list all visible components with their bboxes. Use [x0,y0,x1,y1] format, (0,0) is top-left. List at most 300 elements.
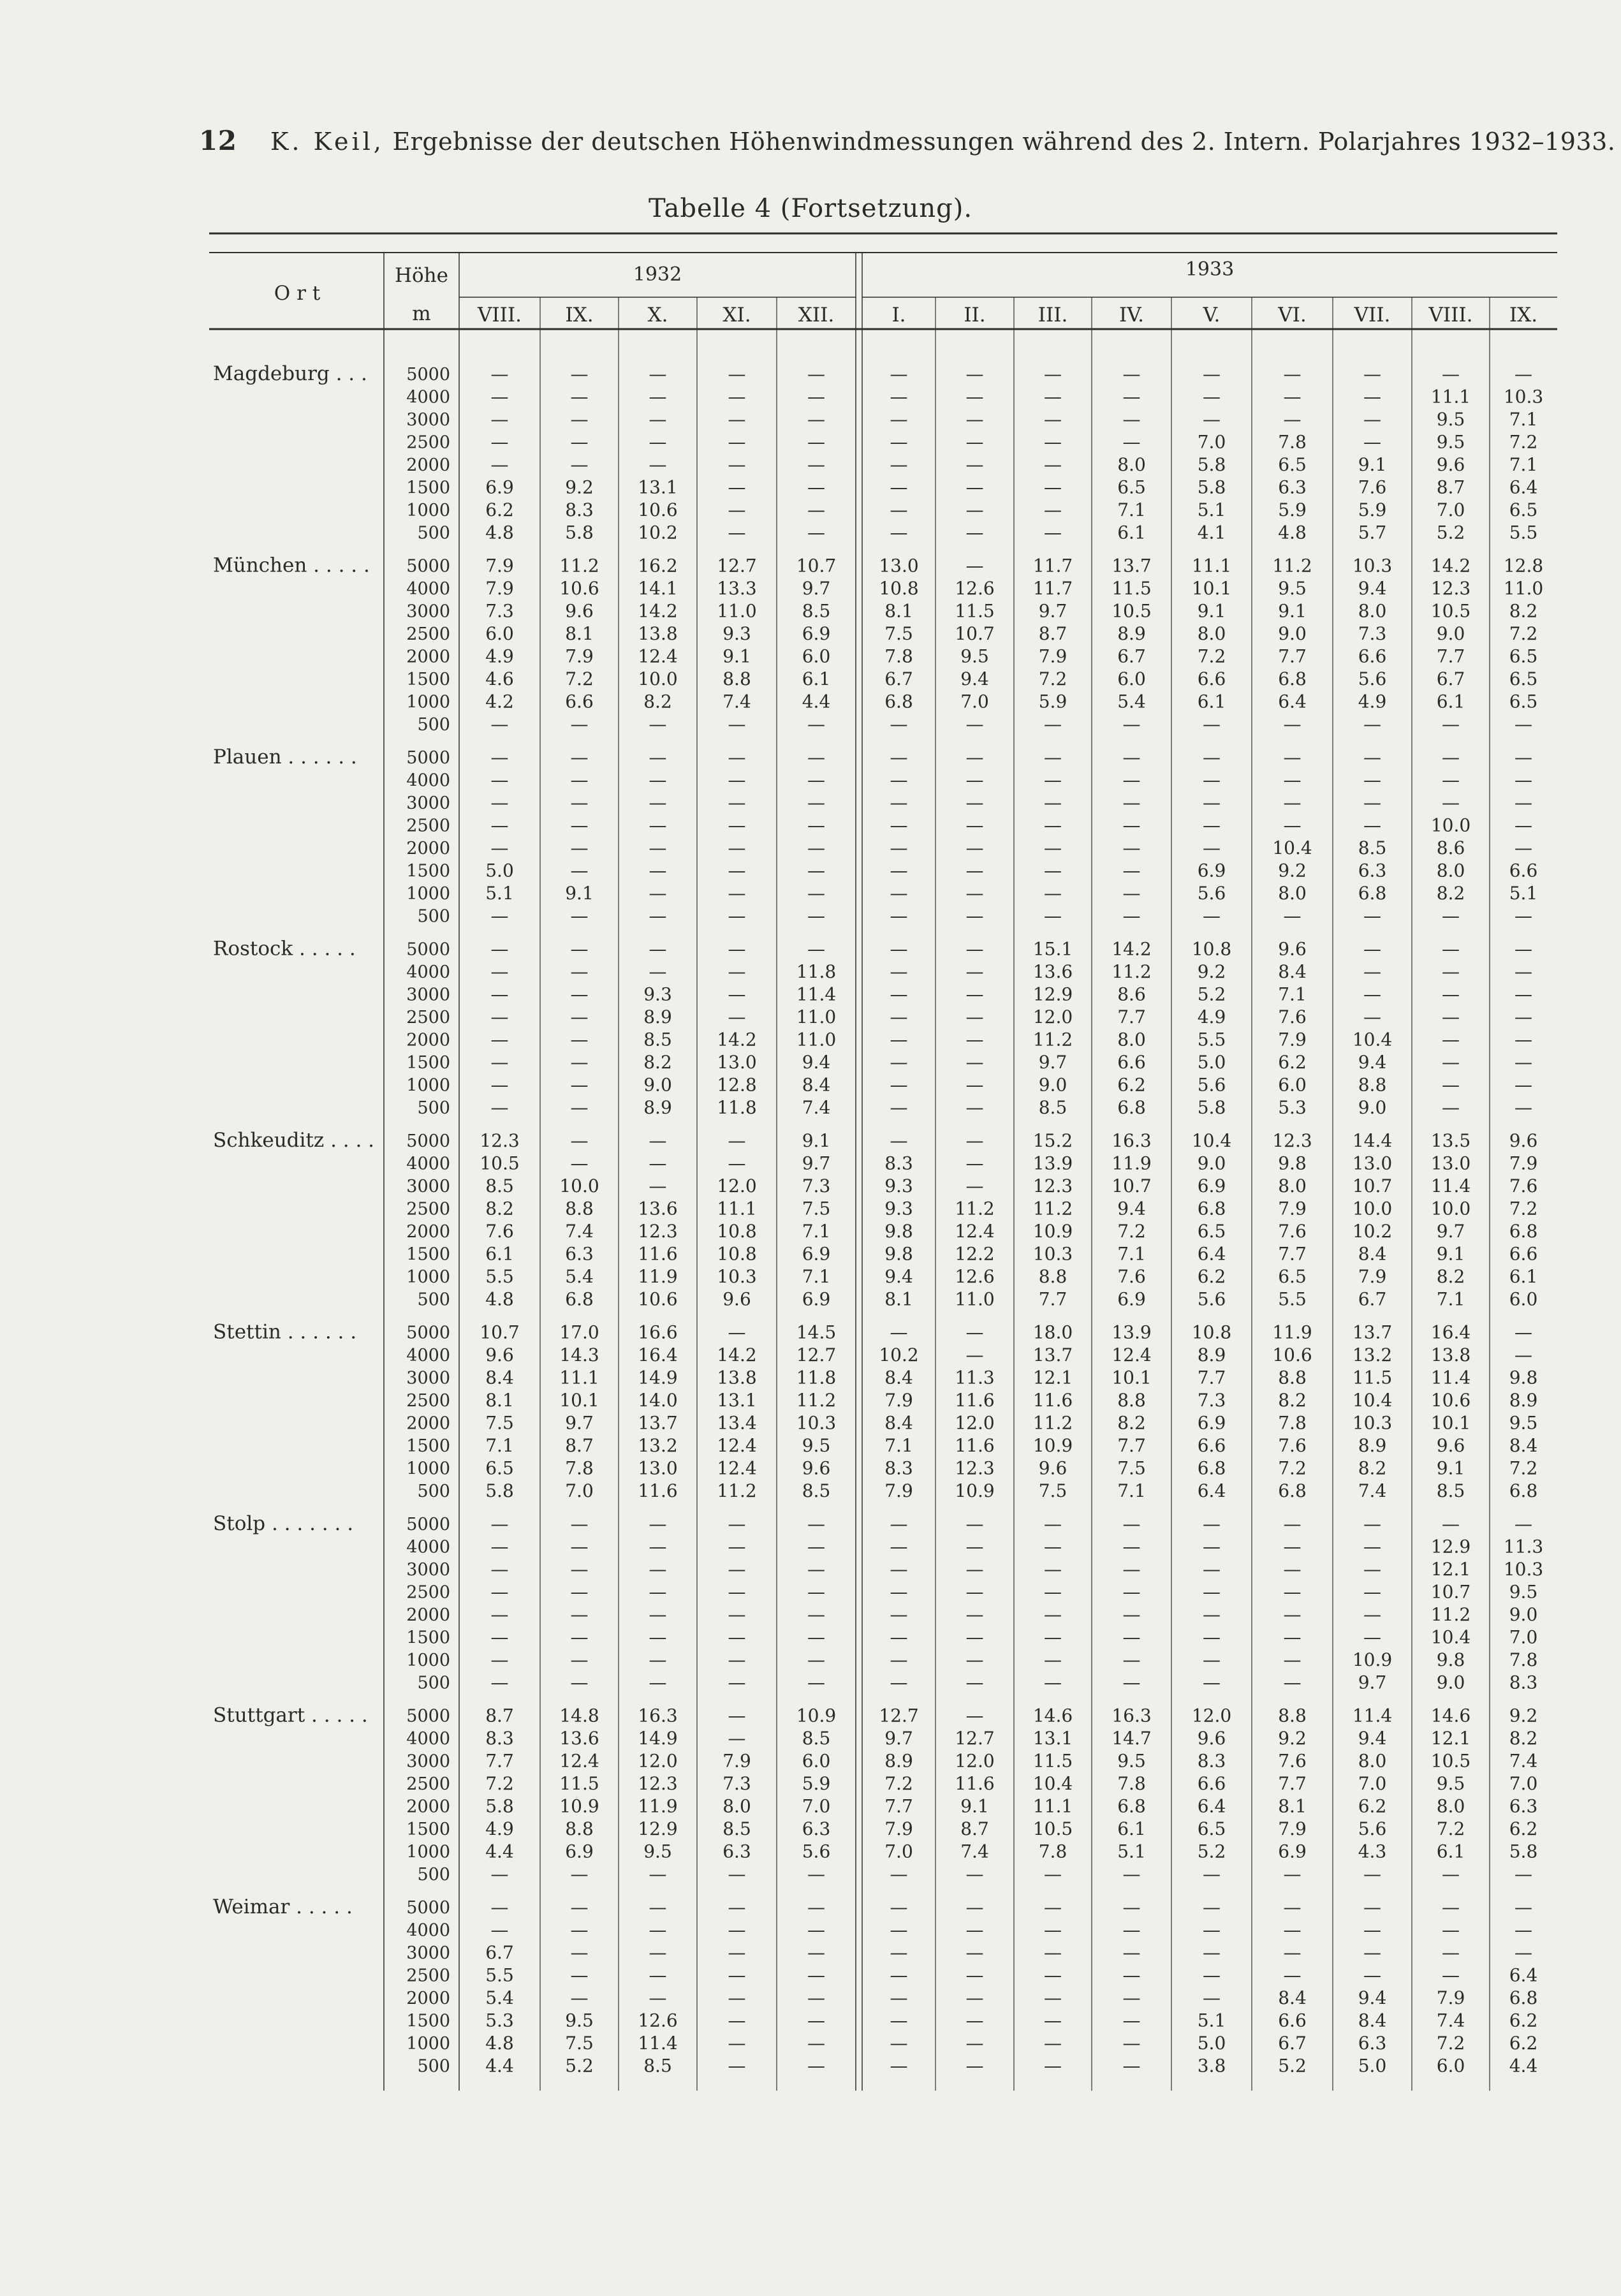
empty-cell: — [965,714,984,735]
empty-cell: — [1044,1559,1062,1580]
empty-cell: — [1363,905,1381,927]
empty-cell: — [1203,714,1221,735]
empty-cell: — [807,1581,825,1603]
empty-cell: — [1363,792,1381,813]
empty-cell: — [807,386,825,408]
empty-cell: — [1442,1919,1460,1941]
wind-value: 10.7 [1430,1581,1471,1603]
empty-cell: — [1283,1942,1302,1963]
empty-cell: — [728,1626,746,1648]
empty-cell: — [1283,1672,1302,1693]
wind-value: 5.1 [1197,2010,1226,2031]
empty-cell: — [1203,905,1221,927]
empty-cell: — [890,1942,908,1963]
wind-value: 8.0 [1436,860,1465,881]
empty-cell: — [807,837,825,858]
wind-value: 6.3 [802,1818,831,1839]
height-value: 5000 [406,1515,450,1534]
height-value: 2000 [406,1989,450,2008]
empty-cell: — [1283,714,1302,735]
height-value: 1000 [406,1651,450,1670]
empty-cell: — [649,364,667,385]
empty-cell: — [649,1626,667,1648]
empty-cell: — [890,860,908,881]
empty-cell: — [1122,2033,1141,2054]
wind-value: 8.2 [643,691,672,712]
empty-cell: — [649,1864,667,1885]
empty-cell: — [890,1052,908,1073]
empty-cell: — [649,431,667,453]
empty-cell: — [570,1604,589,1625]
wind-value: 6.8 [1197,1457,1226,1479]
wind-value: 9.7 [802,578,831,599]
empty-cell: — [1515,1919,1532,1941]
empty-cell: — [1203,1513,1221,1534]
wind-value: 6.1 [1117,1818,1146,1839]
empty-cell: — [1122,1919,1141,1941]
wind-value: 7.4 [960,1841,989,1862]
wind-value: 4.4 [802,691,831,712]
wind-value: 12.6 [638,2010,678,2031]
wind-value: 12.8 [717,1074,757,1096]
empty-cell: — [965,769,984,791]
wind-value: 5.9 [1038,691,1067,712]
empty-cell: — [728,905,746,927]
empty-cell: — [570,1864,589,1885]
empty-cell: — [1044,792,1062,813]
empty-cell: — [1363,814,1381,836]
empty-cell: — [490,454,509,475]
wind-value: 7.7 [884,1795,913,1817]
empty-cell: — [649,792,667,813]
month-header: XI. [722,304,751,327]
wind-value: 9.3 [722,623,751,644]
empty-cell: — [728,476,746,498]
empty-cell: — [890,1919,908,1941]
wind-value: 10.3 [1352,1412,1393,1434]
wind-value: 8.8 [565,1818,594,1839]
wind-value: 5.0 [1197,1052,1226,1073]
wind-value: 9.4 [1358,578,1387,599]
wind-value: 7.2 [1197,645,1226,667]
empty-cell: — [965,1321,984,1343]
wind-value: 11.9 [638,1266,678,1287]
empty-cell: — [490,747,509,768]
wind-value: 12.4 [1111,1344,1152,1365]
wind-value: 11.7 [1032,555,1073,577]
wind-value: 6.2 [1117,1074,1146,1096]
wind-value: 9.5 [1436,431,1465,453]
empty-cell: — [1044,454,1062,475]
wind-value: 4.3 [1358,1841,1387,1862]
wind-value: 10.5 [480,1152,520,1174]
wind-value: 6.6 [1197,668,1226,689]
empty-cell: — [1515,837,1532,858]
empty-cell: — [890,454,908,475]
height-column-header: Höhe [394,264,449,287]
wind-value: 13.8 [1430,1344,1471,1365]
empty-cell: — [1283,1559,1302,1580]
wind-value: 9.3 [884,1198,913,1219]
empty-cell: — [1363,1626,1381,1648]
empty-cell: — [1203,1987,1221,2008]
empty-cell: — [1044,2033,1062,2054]
empty-cell: — [807,747,825,768]
wind-value: 9.8 [1278,1152,1307,1174]
height-value: 4000 [406,1729,450,1749]
wind-value: 11.5 [559,1773,599,1794]
empty-cell: — [1203,1864,1221,1885]
empty-cell: — [1283,792,1302,813]
empty-cell: — [965,409,984,430]
wind-value: 10.5 [1430,1750,1471,1772]
empty-cell: — [649,1559,667,1580]
wind-value: 6.2 [1509,1818,1538,1839]
wind-value: 10.8 [1191,1321,1232,1343]
empty-cell: — [1044,1919,1062,1941]
empty-cell: — [649,860,667,881]
empty-cell: — [890,983,908,1005]
empty-cell: — [490,1097,509,1118]
wind-value: 6.4 [1197,1795,1226,1817]
month-header: V. [1203,304,1221,327]
wind-value: 6.4 [1197,1480,1226,1501]
wind-value: 14.2 [638,600,678,622]
empty-cell: — [570,860,589,881]
wind-value: 14.4 [1352,1130,1393,1151]
empty-cell: — [728,1006,746,1027]
wind-value: 5.1 [1197,499,1226,520]
height-value: 2000 [406,1797,450,1817]
empty-cell: — [890,499,908,520]
wind-value: 6.5 [1509,668,1538,689]
empty-cell: — [1515,1321,1532,1343]
empty-cell: — [728,409,746,430]
empty-cell: — [570,1006,589,1027]
empty-cell: — [1044,1649,1062,1670]
empty-cell: — [1283,364,1302,385]
wind-value: 6.5 [1197,1221,1226,1242]
wind-value: 5.0 [1358,2055,1387,2077]
wind-value: 8.9 [643,1006,672,1027]
wind-value: 14.0 [638,1390,678,1411]
wind-value: 10.1 [559,1390,599,1411]
wind-value: 12.4 [559,1750,599,1772]
height-value: 2000 [406,1605,450,1625]
wind-value: 5.6 [1197,1288,1226,1310]
wind-value: 7.7 [485,1750,514,1772]
station-name: Stolp . . . . . . . [213,1512,354,1535]
wind-value: 14.7 [1111,1728,1152,1749]
height-value: 2000 [406,1222,450,1242]
wind-value: 9.2 [1509,1705,1538,1726]
empty-cell: — [890,883,908,904]
wind-value: 8.2 [1509,600,1538,622]
month-header: VIII. [1428,304,1473,327]
wind-value: 10.3 [796,1412,837,1434]
empty-cell: — [570,1649,589,1670]
empty-cell: — [570,431,589,453]
empty-cell: — [965,1536,984,1557]
wind-value: 14.2 [1111,938,1152,960]
empty-cell: — [890,1130,908,1151]
wind-value: 5.2 [1278,2055,1307,2077]
month-header: VII. [1354,304,1391,327]
empty-cell: — [490,409,509,430]
wind-value: 8.8 [722,668,751,689]
empty-cell: — [890,1964,908,1986]
wind-value: 6.8 [1197,1198,1226,1219]
empty-cell: — [490,1513,509,1534]
empty-cell: — [1044,714,1062,735]
wind-value: 8.8 [1117,1390,1146,1411]
wind-value: 6.5 [1509,499,1538,520]
empty-cell: — [1122,769,1141,791]
wind-value: 11.6 [955,1435,995,1456]
empty-cell: — [728,2033,746,2054]
wind-value: 6.5 [1197,1818,1226,1839]
empty-cell: — [1203,1536,1221,1557]
empty-cell: — [1283,386,1302,408]
empty-cell: — [965,522,984,543]
empty-cell: — [1044,1672,1062,1693]
empty-cell: — [1283,1626,1302,1648]
empty-cell: — [965,364,984,385]
empty-cell: — [807,883,825,904]
empty-cell: — [490,1919,509,1941]
wind-value: 8.5 [643,1029,672,1050]
empty-cell: — [490,792,509,813]
wind-value: 7.5 [485,1412,514,1434]
empty-cell: — [807,1919,825,1941]
empty-cell: — [1283,1919,1302,1941]
wind-value: 6.6 [1509,1243,1538,1265]
empty-cell: — [1363,1864,1381,1885]
height-value: 1500 [406,670,450,689]
empty-cell: — [1122,2055,1141,2077]
wind-value: 9.5 [802,1435,831,1456]
wind-value: 13.7 [1111,555,1152,577]
wind-value: 11.2 [1032,1198,1073,1219]
wind-value: 4.8 [485,1288,514,1310]
wind-value: 10.6 [1430,1390,1471,1411]
wind-value: 9.5 [1436,409,1465,430]
empty-cell: — [1515,1897,1532,1918]
wind-value: 9.6 [1436,454,1465,475]
wind-value: 14.9 [638,1728,678,1749]
wind-value: 10.8 [1191,938,1232,960]
wind-value: 7.3 [1197,1390,1226,1411]
wind-value: 11.1 [1430,386,1471,408]
height-value: 1500 [406,1244,450,1265]
wind-value: 9.0 [1197,1152,1226,1174]
empty-cell: — [965,1175,984,1196]
empty-cell: — [1363,1964,1381,1986]
empty-cell: — [570,1581,589,1603]
wind-value: 5.8 [1197,1097,1226,1118]
empty-cell: — [570,747,589,768]
wind-value: 7.5 [565,2033,594,2054]
wind-value: 12.0 [638,1750,678,1772]
wind-value: 9.5 [1117,1750,1146,1772]
height-value: 500 [417,715,450,735]
empty-cell: — [649,1536,667,1557]
empty-cell: — [807,409,825,430]
empty-cell: — [1283,409,1302,430]
empty-cell: — [1122,1942,1141,1963]
wind-value: 13.1 [1032,1728,1073,1749]
empty-cell: — [1122,1513,1141,1534]
wind-value: 13.7 [1352,1321,1393,1343]
empty-cell: — [1442,1897,1460,1918]
wind-value: 7.2 [884,1773,913,1794]
page-number: 12 [199,125,237,156]
wind-value: 6.3 [722,1841,751,1862]
station-name: Weimar . . . . . [213,1895,353,1918]
wind-value: 12.1 [1430,1728,1471,1749]
empty-cell: — [1122,814,1141,836]
wind-value: 9.1 [565,883,594,904]
station-group [213,938,1532,1119]
empty-cell: — [728,769,746,791]
empty-cell: — [1283,747,1302,768]
wind-value: 12.7 [717,555,757,577]
station-group [213,1704,1537,1885]
empty-cell: — [1122,837,1141,858]
empty-cell: — [807,522,825,543]
height-value: 2500 [406,1199,450,1219]
wind-value: 6.8 [884,691,913,712]
empty-cell: — [965,555,984,577]
wind-value: 7.7 [1038,1288,1067,1310]
wind-value: 9.4 [1358,1987,1387,2008]
empty-cell: — [890,1536,908,1557]
height-value: 500 [417,1673,450,1693]
author-name: K. Keil, [270,128,385,156]
empty-cell: — [890,1581,908,1603]
wind-value: 12.2 [955,1243,995,1265]
wind-value: 12.4 [638,645,678,667]
height-value: 2500 [406,624,450,644]
wind-value: 12.9 [638,1818,678,1839]
height-value: 1500 [406,1053,450,1073]
wind-value: 7.9 [884,1480,913,1501]
empty-cell: — [1363,1513,1381,1534]
wind-value: 10.7 [1111,1175,1152,1196]
wind-value: 11.2 [955,1198,995,1219]
wind-value: 6.6 [565,691,594,712]
wind-value: 9.2 [1278,1728,1307,1749]
empty-cell: — [570,1672,589,1693]
wind-value: 10.3 [717,1266,757,1287]
wind-value: 6.6 [1509,860,1538,881]
wind-value: 17.0 [559,1321,599,1343]
wind-value: 6.0 [802,1750,831,1772]
wind-value: 7.5 [884,623,913,644]
wind-value: 13.2 [638,1435,678,1456]
wind-value: 5.5 [485,1266,514,1287]
wind-value: 11.6 [638,1480,678,1501]
wind-value: 8.2 [1278,1390,1307,1411]
empty-cell: — [1442,792,1460,813]
wind-value: 4.4 [1509,2055,1538,2077]
empty-cell: — [1203,814,1221,836]
empty-cell: — [807,1987,825,2008]
empty-cell: — [728,938,746,960]
wind-value: 5.8 [485,1795,514,1817]
empty-cell: — [1283,905,1302,927]
empty-cell: — [965,1074,984,1096]
empty-cell: — [1515,747,1532,768]
empty-cell: — [965,386,984,408]
empty-cell: — [1122,1626,1141,1648]
wind-value: 9.1 [722,645,751,667]
empty-cell: — [1044,1964,1062,1986]
wind-value: 8.6 [1117,983,1146,1005]
wind-value: 11.7 [1032,578,1073,599]
empty-cell: — [728,1152,746,1174]
empty-cell: — [1442,714,1460,735]
wind-value: 12.3 [480,1130,520,1151]
wind-value: 6.9 [802,623,831,644]
wind-value: 11.4 [796,983,837,1005]
wind-value: 7.7 [1278,645,1307,667]
wind-value: 6.1 [1509,1266,1538,1287]
empty-cell: — [890,1559,908,1580]
wind-value: 8.7 [1436,476,1465,498]
empty-cell: — [890,1074,908,1096]
empty-cell: — [570,769,589,791]
height-value: 3000 [406,1560,450,1580]
empty-cell: — [807,454,825,475]
empty-cell: — [1442,1513,1460,1534]
wind-value: 6.3 [565,1243,594,1265]
wind-value: 7.0 [565,1480,594,1501]
empty-cell: — [649,1604,667,1625]
wind-value: 8.0 [1278,883,1307,904]
wind-value: 7.3 [722,1773,751,1794]
empty-cell: — [1363,1006,1381,1027]
empty-cell: — [890,714,908,735]
wind-value: 9.4 [884,1266,913,1287]
height-value: 500 [417,1865,450,1885]
empty-cell: — [728,1321,746,1343]
wind-value: 13.2 [1352,1344,1393,1365]
wind-value: 9.0 [1436,1672,1465,1693]
empty-cell: — [570,364,589,385]
empty-cell: — [1363,747,1381,768]
wind-value: 10.9 [1352,1649,1393,1670]
empty-cell: — [1044,1942,1062,1963]
height-value: 3000 [406,601,450,622]
empty-cell: — [649,938,667,960]
empty-cell: — [807,1513,825,1534]
wind-value: 7.7 [1117,1435,1146,1456]
empty-cell: — [728,1964,746,1986]
wind-value: 10.4 [1032,1773,1073,1794]
wind-value: 6.0 [485,623,514,644]
height-value: 1000 [406,1459,450,1479]
empty-cell: — [890,1513,908,1534]
month-header: VI. [1278,304,1307,327]
wind-value: 7.9 [1509,1152,1538,1174]
empty-cell: — [965,1964,984,1986]
wind-value: 8.2 [485,1198,514,1219]
empty-cell: — [965,1919,984,1941]
wind-value: 14.9 [638,1367,678,1388]
wind-value: 6.8 [1278,1480,1307,1501]
wind-value: 6.4 [1278,691,1307,712]
